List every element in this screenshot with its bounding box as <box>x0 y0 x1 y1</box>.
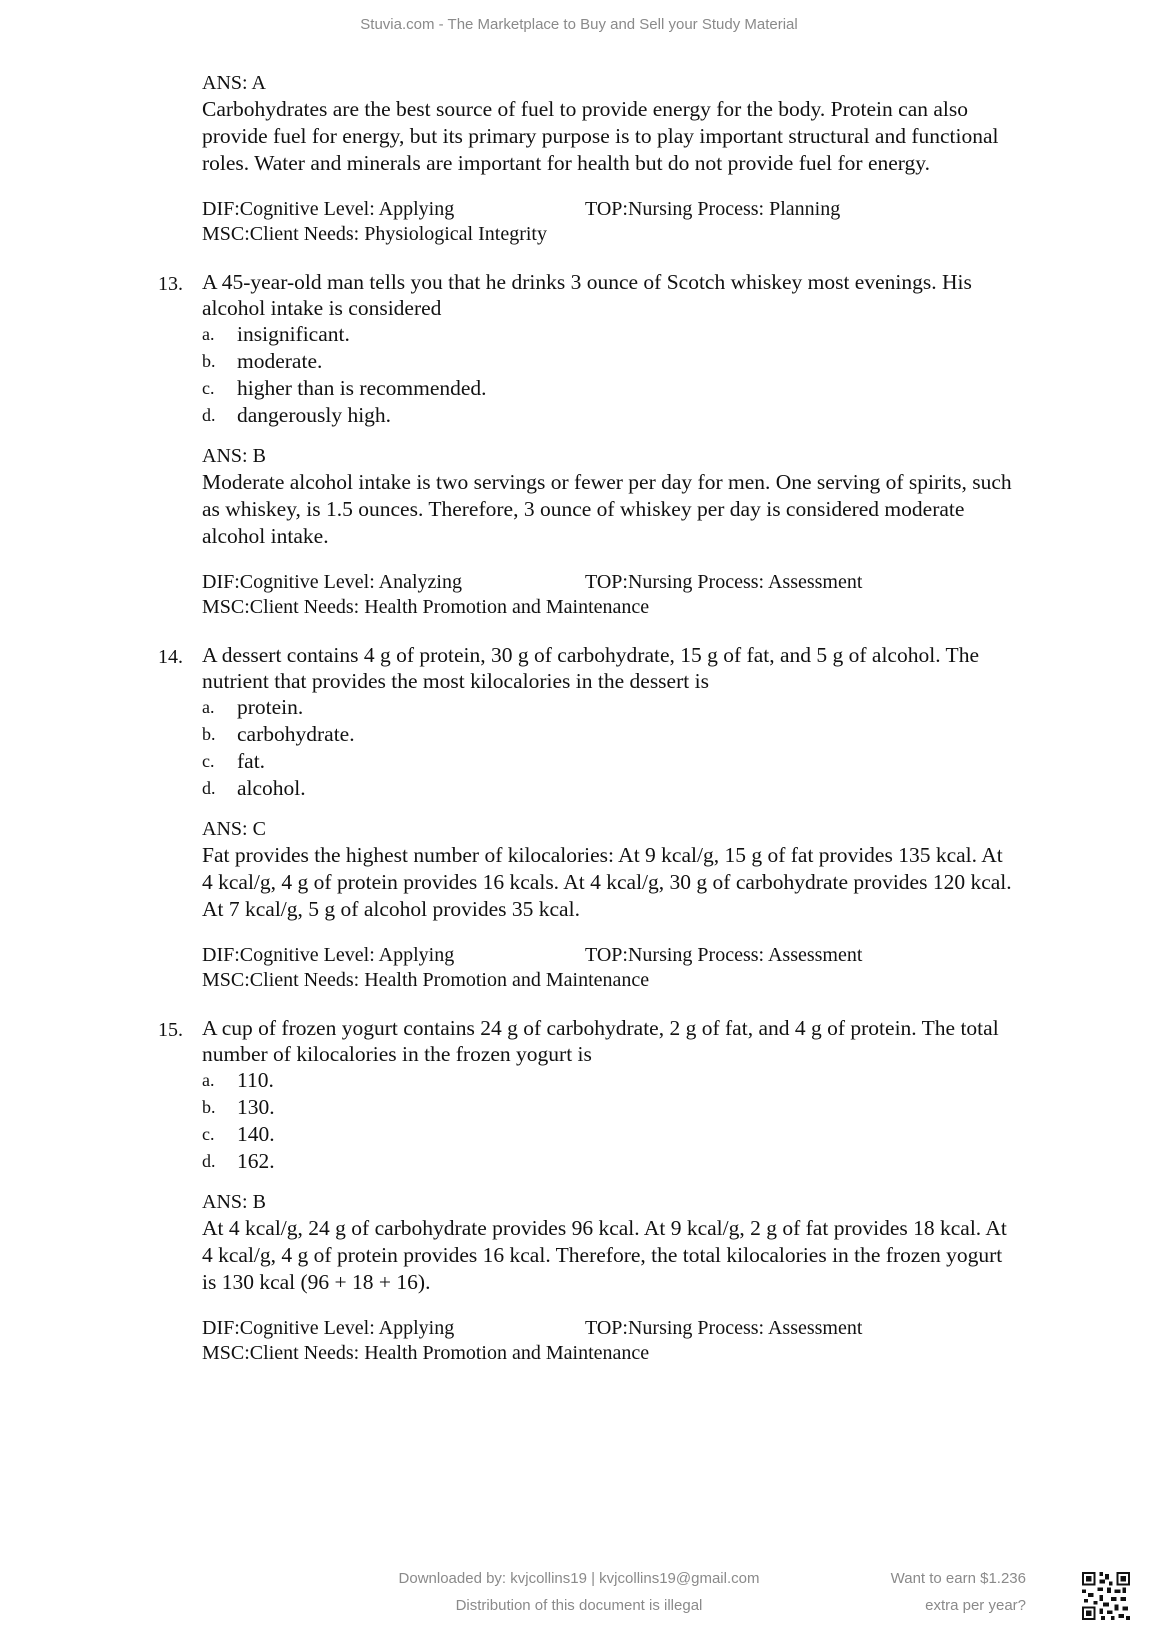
option-item <box>202 321 1102 348</box>
rationale-line: as whiskey, is 1.5 ounces. Therefore, 3 ounce of whiskey per day is considered moderate <box>202 497 965 521</box>
option-item <box>202 348 1102 375</box>
rationale-line: Fat provides the highest number of kilocalories: At 9 kcal/g, 15 g of fat provides 135 kcal. At <box>202 843 1003 867</box>
topic-label: TOP:Nursing Process: Assessment <box>585 571 863 593</box>
answer-label: ANS: C <box>202 818 266 840</box>
option-text: alcohol. <box>237 776 306 800</box>
option-text: moderate. <box>237 349 323 373</box>
option-list <box>202 321 1102 429</box>
question-number: 13. <box>158 273 183 295</box>
option-letter: d. <box>202 778 216 798</box>
option-item <box>202 721 1102 748</box>
rationale-line: 4 kcal/g, 4 g of protein provides 16 kcal. Therefore, the total kilocalories in the frozen yogurt <box>202 1243 1003 1267</box>
question-stem-line: A cup of frozen yogurt contains 24 g of carbohydrate, 2 g of fat, and 4 g of protein. The total <box>202 1016 999 1040</box>
option-item <box>202 1148 1102 1175</box>
option-text: 140. <box>237 1122 275 1146</box>
earn-promo-link-line2[interactable]: extra per year? <box>925 1597 1026 1614</box>
rationale-line: At 7 kcal/g, 5 g of alcohol provides 35 kcal. <box>202 897 580 921</box>
option-item <box>202 1067 1102 1094</box>
option-letter: c. <box>202 1124 215 1144</box>
option-letter: d. <box>202 1151 216 1171</box>
topic-label: TOP:Nursing Process: Planning <box>585 198 841 220</box>
qr-code-icon[interactable] <box>1082 1572 1130 1620</box>
page-header <box>0 16 1158 33</box>
difficulty-label: DIF:Cognitive Level: Analyzing <box>202 571 462 593</box>
option-letter: d. <box>202 405 216 425</box>
client-needs-label: MSC:Client Needs: Health Promotion and Maintenance <box>202 969 650 991</box>
distribution-notice: Distribution of this document is illegal <box>455 1597 703 1614</box>
earn-promo-link[interactable]: Want to earn $1.236 <box>890 1570 1026 1587</box>
question-stem-line: A dessert contains 4 g of protein, 30 g of carbohydrate, 15 g of fat, and 5 g of alcohol. The <box>202 643 979 667</box>
meta-block <box>202 570 1102 620</box>
answer-label: ANS: B <box>202 1191 266 1213</box>
answer-block <box>202 443 1102 620</box>
option-list <box>202 1067 1102 1175</box>
client-needs-label: MSC:Client Needs: Health Promotion and Maintenance <box>202 596 650 618</box>
option-item <box>202 748 1102 775</box>
question-14 <box>158 642 1102 993</box>
question-stem-line: A 45-year-old man tells you that he drinks 3 ounce of Scotch whiskey most evenings. His <box>202 270 972 294</box>
answer-label: ANS: B <box>202 445 266 467</box>
option-text: dangerously high. <box>237 403 392 427</box>
document-content <box>158 70 1102 1366</box>
rationale-line: roles. Water and minerals are important for health but do not provide fuel for energy. <box>202 151 931 175</box>
question-stem-line: alcohol intake is considered <box>202 296 442 320</box>
option-letter: a. <box>202 1070 215 1090</box>
option-letter: a. <box>202 324 215 344</box>
option-text: 162. <box>237 1149 275 1173</box>
option-text: 110. <box>237 1068 274 1092</box>
option-text: higher than is recommended. <box>237 376 487 400</box>
answer-label: ANS: A <box>202 72 266 94</box>
topic-label: TOP:Nursing Process: Assessment <box>585 1317 863 1339</box>
client-needs-label: MSC:Client Needs: Physiological Integrity <box>202 223 547 245</box>
option-text: fat. <box>237 749 266 773</box>
option-letter: c. <box>202 378 215 398</box>
question-stem-line: nutrient that provides the most kilocalories in the dessert is <box>202 669 709 693</box>
option-item <box>202 694 1102 721</box>
option-letter: a. <box>202 697 215 717</box>
difficulty-label: DIF:Cognitive Level: Applying <box>202 1317 455 1339</box>
option-list <box>202 694 1102 802</box>
rationale-line: alcohol intake. <box>202 524 329 548</box>
option-item <box>202 775 1102 802</box>
rationale-line: At 4 kcal/g, 24 g of carbohydrate provides 96 kcal. At 9 kcal/g, 2 g of fat provides 18 kcal. At <box>202 1216 1007 1240</box>
meta-block <box>202 1316 1102 1366</box>
topic-label: TOP:Nursing Process: Assessment <box>585 944 863 966</box>
question-15 <box>158 1015 1102 1366</box>
option-item <box>202 1094 1102 1121</box>
meta-block <box>202 943 1102 993</box>
option-text: protein. <box>237 695 304 719</box>
rationale-line: provide fuel for energy, but its primary purpose is to play important structural and functional <box>202 124 999 148</box>
meta-block <box>202 197 1102 247</box>
rationale-line: Moderate alcohol intake is two servings or fewer per day for men. One serving of spirits, such <box>202 470 1012 494</box>
answer-block-12 <box>202 70 1102 247</box>
option-text: insignificant. <box>237 322 350 346</box>
question-stem-line: number of kilocalories in the frozen yogurt is <box>202 1042 592 1066</box>
header-site-line: Stuvia.com - The Marketplace to Buy and Sell your Study Material <box>360 16 798 33</box>
option-letter: b. <box>202 351 216 371</box>
option-item <box>202 1121 1102 1148</box>
client-needs-label: MSC:Client Needs: Health Promotion and Maintenance <box>202 1342 650 1364</box>
answer-block <box>202 1189 1102 1366</box>
rationale-line: 4 kcal/g, 4 g of protein provides 16 kcals. At 4 kcal/g, 30 g of carbohydrate provides 120 kcal. <box>202 870 1012 894</box>
difficulty-label: DIF:Cognitive Level: Applying <box>202 198 455 220</box>
option-letter: b. <box>202 1097 216 1117</box>
question-number: 14. <box>158 646 183 668</box>
option-letter: c. <box>202 751 215 771</box>
option-text: carbohydrate. <box>237 722 355 746</box>
option-item <box>202 375 1102 402</box>
rationale-line: is 130 kcal (96 + 18 + 16). <box>202 1270 431 1294</box>
question-13 <box>158 269 1102 620</box>
option-text: 130. <box>237 1095 275 1119</box>
downloaded-by-text: Downloaded by: kvjcollins19 | kvjcollins19@gmail.com <box>398 1570 760 1587</box>
option-letter: b. <box>202 724 216 744</box>
rationale-line: Carbohydrates are the best source of fuel to provide energy for the body. Protein can also <box>202 97 968 121</box>
answer-block <box>202 816 1102 993</box>
question-number: 15. <box>158 1019 183 1041</box>
option-item <box>202 402 1102 429</box>
difficulty-label: DIF:Cognitive Level: Applying <box>202 944 455 966</box>
